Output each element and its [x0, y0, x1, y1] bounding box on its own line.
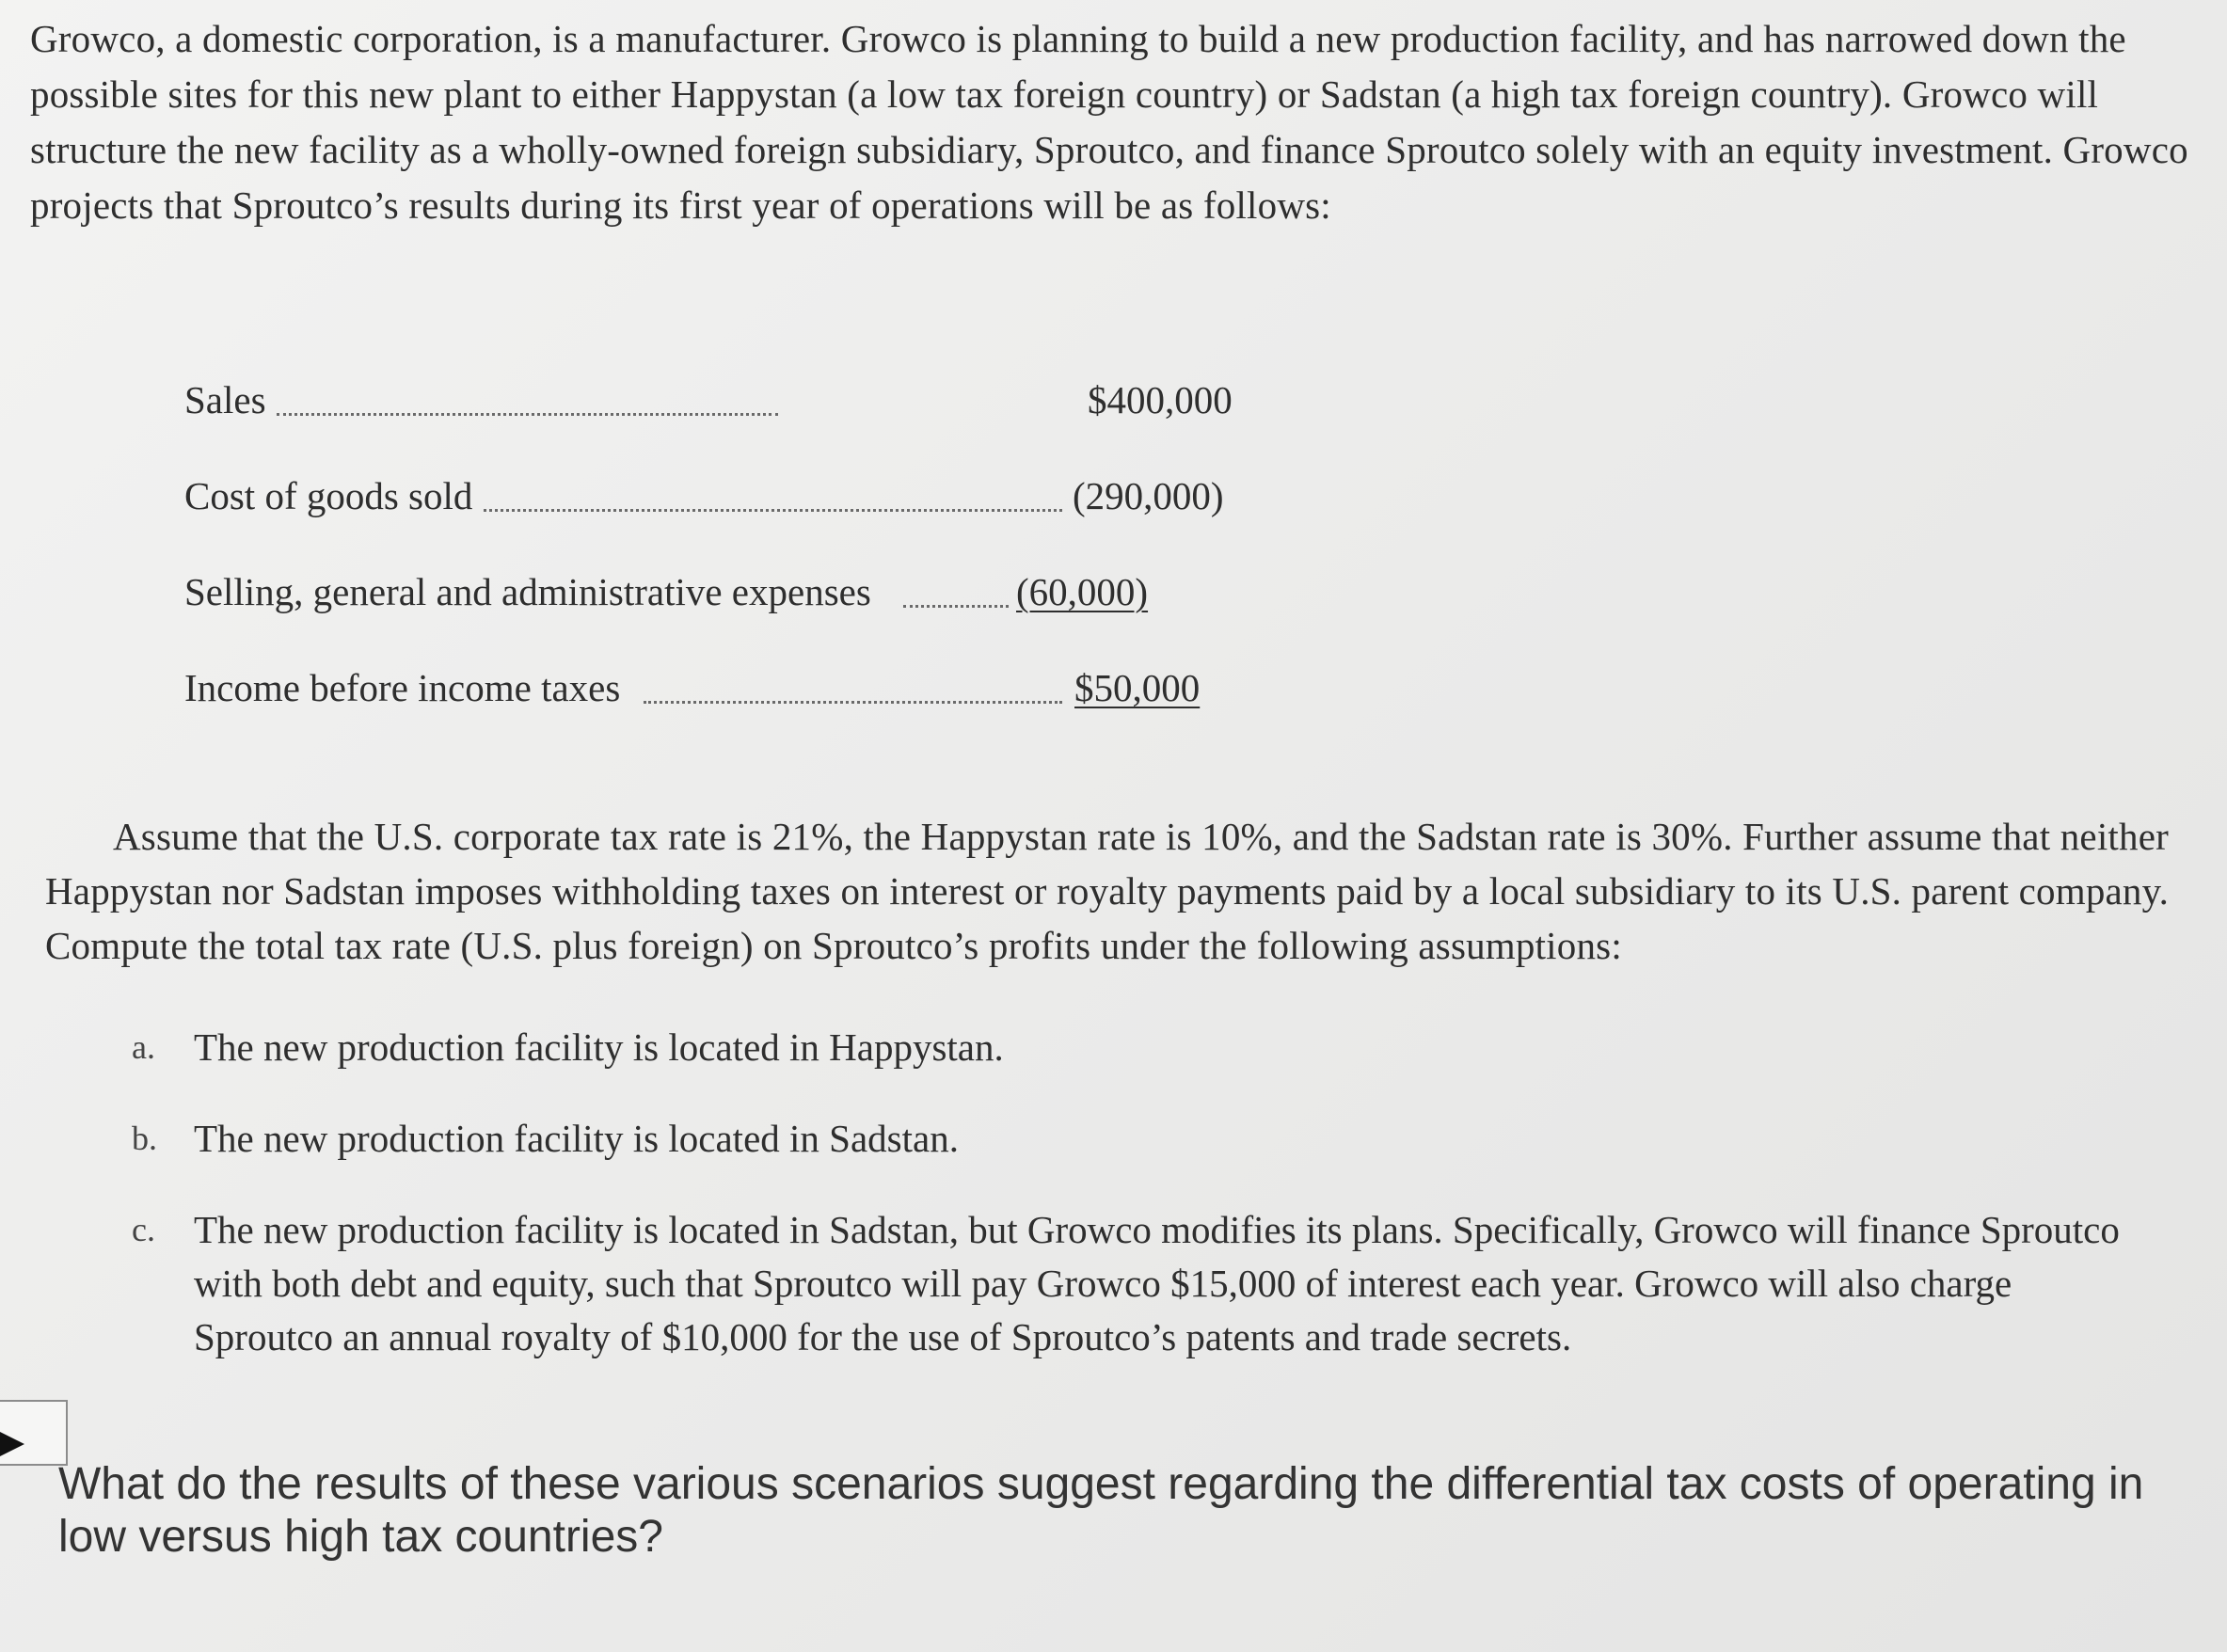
scenario-list: [132, 1021, 2145, 1402]
fin-label: Selling, general and administrative expenses: [184, 570, 871, 613]
fin-label: Sales: [184, 378, 266, 421]
fin-row-sales: [184, 372, 1257, 468]
fin-row-income: [184, 659, 1257, 755]
financial-table: [184, 372, 1257, 755]
scenario-text: The new production facility is located in Sadstan, but Growco modifies its plans. Specifically, Growco will finance Sproutco with both debt and equity, such that Sproutco will pay Growco $15,000 of interest each year. Growco will also charge Sproutco an annual royalty of $10,000 for the use of Sproutco’s patents and trade secrets.: [194, 1208, 2120, 1358]
assumptions-paragraph: Assume that the U.S. corporate tax rate is 21%, the Happystan rate is 10%, and the Sadstan rate is 30%. Further assume that neither Happystan nor Sadstan imposes withholding taxes on interest or royalty payments paid by a local subsidiary to its U.S. parent company. Compute the total tax rate (U.S. plus foreign) on Sproutco’s profits under the following assumptions:: [45, 815, 2170, 967]
scenario-c: [132, 1203, 2145, 1364]
problem-intro: [30, 11, 2194, 233]
dot-leader: [277, 413, 778, 416]
fin-label: Cost of goods sold: [184, 474, 473, 517]
scenario-text: The new production facility is located in Sadstan.: [194, 1117, 959, 1160]
fin-row-cogs: [184, 468, 1257, 564]
scenario-a: [132, 1021, 2145, 1074]
fin-value: $400,000: [1088, 378, 1233, 421]
intro-paragraph: Growco, a domestic corporation, is a manufacturer. Growco is planning to build a new production facility, and has narrowed down the possible sites for this new plant to either Happystan (a low tax foreign country) or Sadstan (a high tax foreign country). Growco will structure the new facility as a wholly-owned foreign subsidiary, Sproutco, and finance Sproutco solely with an equity investment. Growco projects that Sproutco’s results during its first year of operations will be as follows:: [30, 17, 2188, 227]
fin-label: Income before income taxes: [184, 666, 621, 709]
scenario-b: [132, 1112, 2145, 1166]
dot-leader: [644, 701, 1062, 704]
question-text: What do the results of these various scenarios suggest regarding the differential tax costs of operating in low versus high tax countries?: [58, 1459, 2144, 1562]
scenario-letter: a.: [132, 1028, 155, 1066]
assumptions: [45, 809, 2171, 973]
play-arrow-icon[interactable]: [0, 1432, 24, 1456]
dot-leader: [903, 605, 1009, 608]
fin-value: $50,000: [1074, 666, 1201, 709]
fin-row-sga: [184, 564, 1257, 659]
question-prompt: [58, 1458, 2166, 1564]
fin-value: (290,000): [1073, 474, 1224, 517]
scenario-letter: b.: [132, 1120, 157, 1157]
fin-value: (60,000): [1016, 570, 1149, 613]
scenario-text: The new production facility is located in Happystan.: [194, 1025, 1004, 1069]
dot-leader: [484, 509, 1062, 512]
scenario-letter: c.: [132, 1211, 155, 1248]
